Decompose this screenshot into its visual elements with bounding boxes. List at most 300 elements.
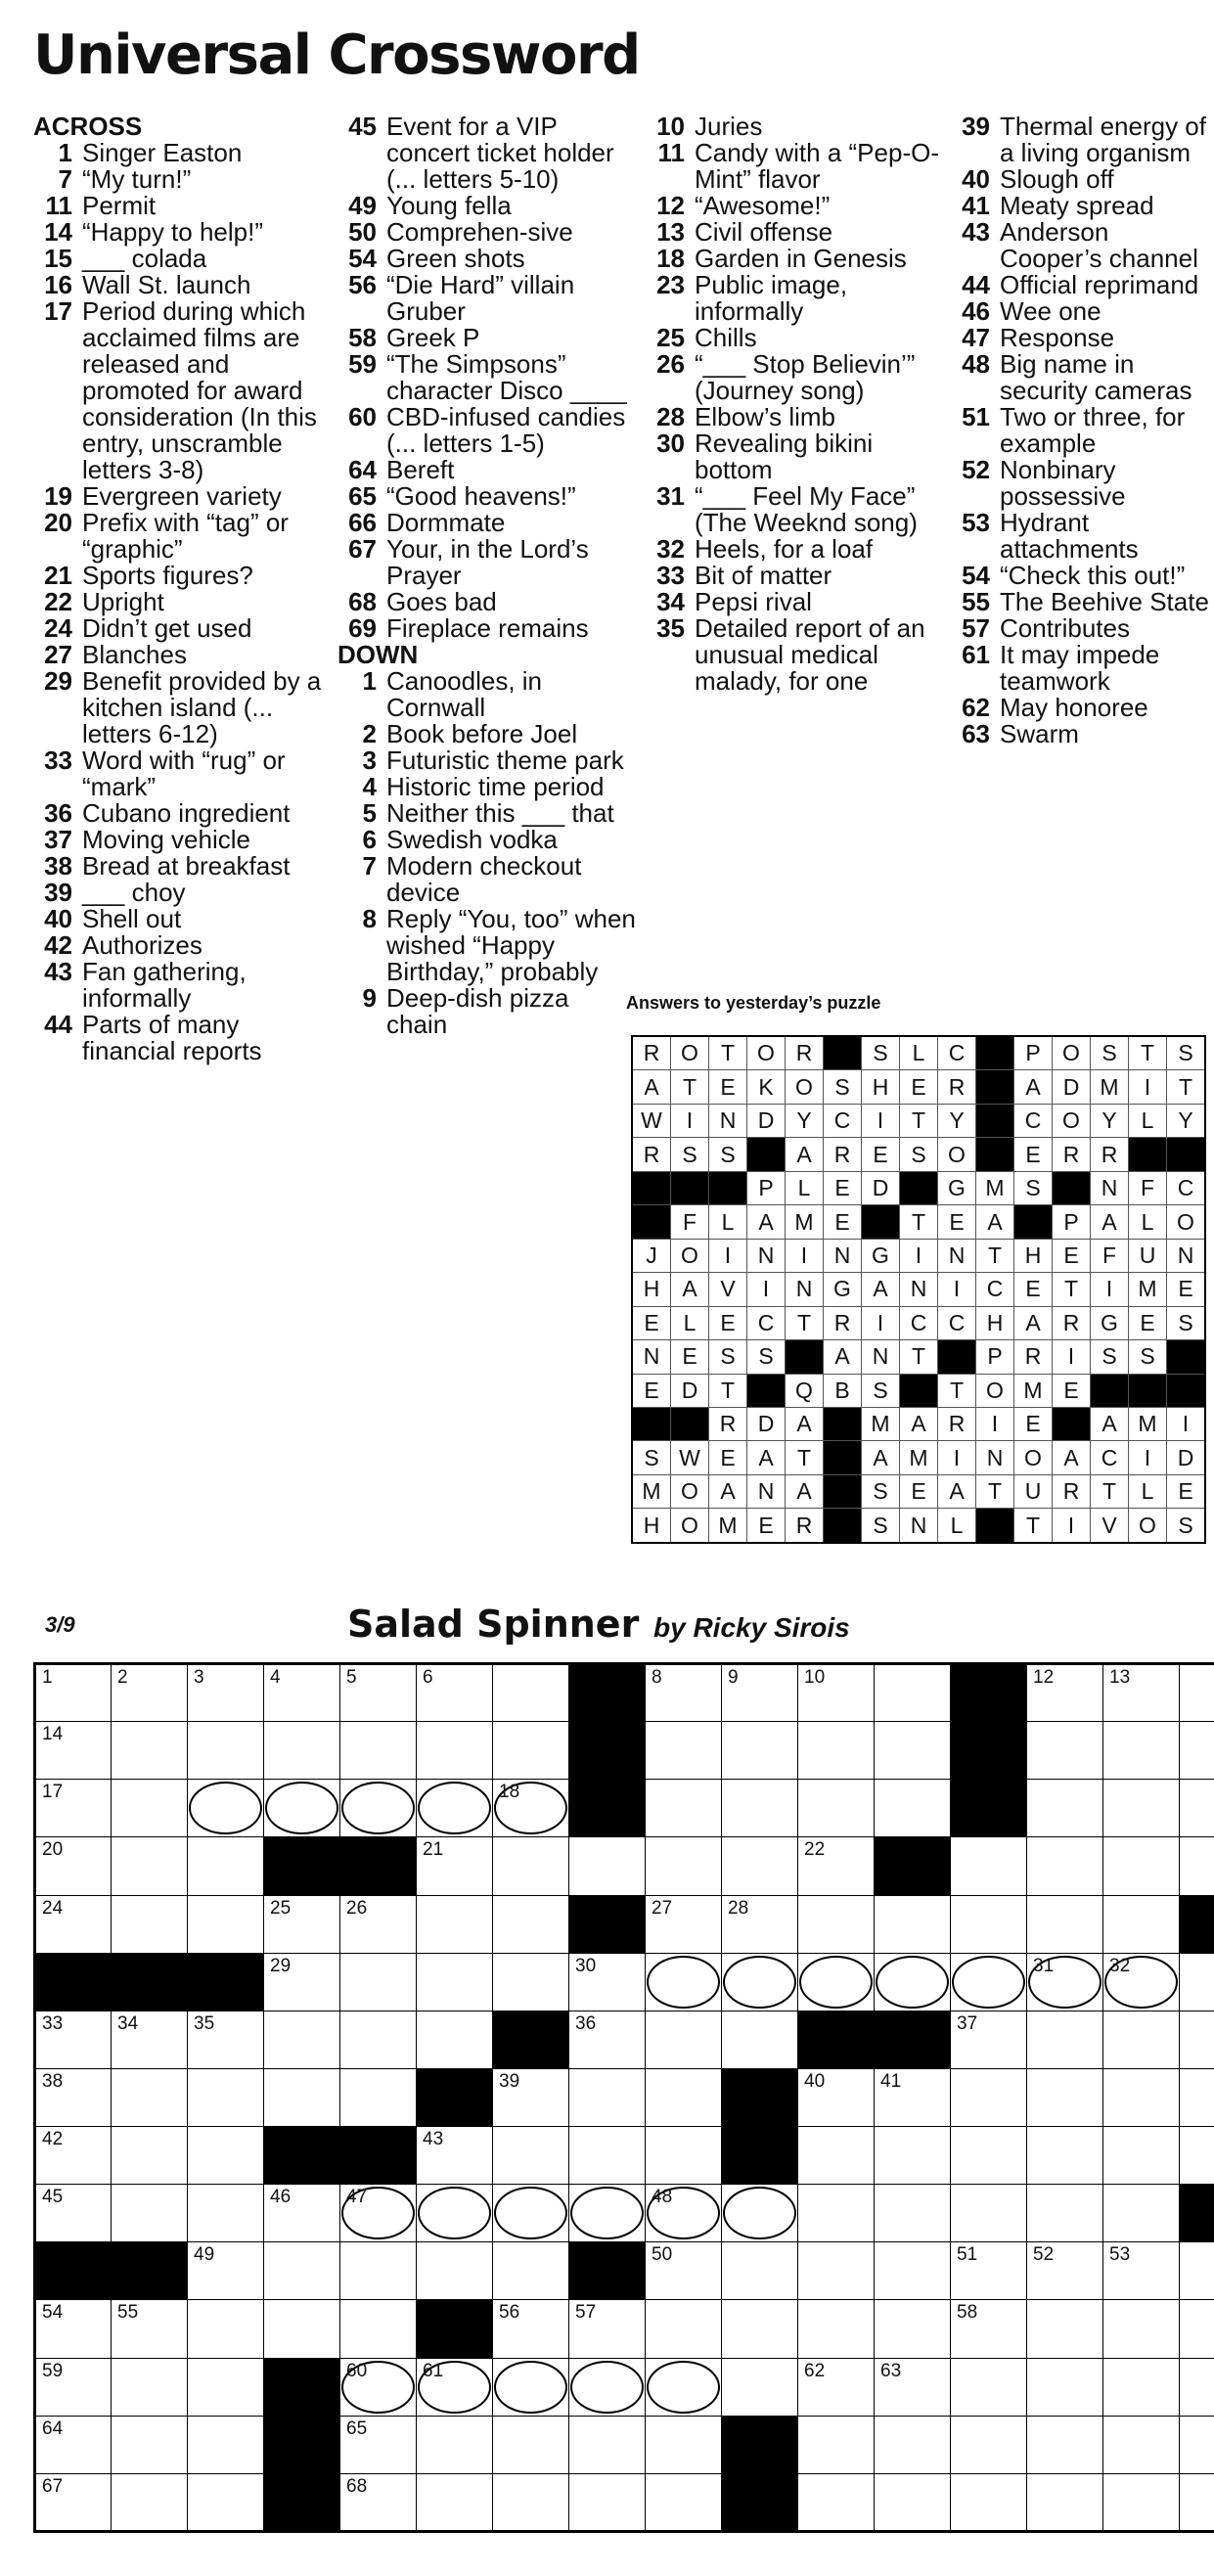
clue-text: Moving vehicle [82,825,250,854]
solution-letter: D [747,1408,786,1441]
grid-cell[interactable] [417,1953,493,2011]
grid-cell[interactable] [798,2068,875,2126]
grid-cell[interactable] [264,2242,340,2300]
clue-number: 25 [656,323,685,352]
grid-cell[interactable] [646,2358,722,2416]
grid-cell[interactable] [493,1722,569,1780]
grid-cell[interactable] [875,2358,951,2416]
grid-cell[interactable] [646,2473,722,2531]
grid-cell[interactable] [951,2011,1027,2068]
grid-block [493,2011,569,2068]
grid-cell[interactable] [1180,1664,1214,1722]
grid-cell[interactable] [951,1953,1027,2011]
grid-cell[interactable] [646,1953,722,2011]
grid-cell[interactable] [798,2127,875,2185]
solution-letter: O [747,1036,786,1070]
grid-cell[interactable] [951,2068,1027,2126]
grid-cell[interactable] [646,1780,722,1837]
grid-cell[interactable] [569,1837,646,1895]
grid-cell[interactable] [875,2127,951,2185]
grid-cell[interactable] [722,1953,798,2011]
grid-cell[interactable] [1180,1780,1214,1837]
clue-number: 35 [656,613,685,643]
clue-text: It may impede teamwork [1000,640,1160,696]
clue-number: 43 [962,217,990,247]
solution-letter: V [709,1273,747,1306]
grid-row [35,1895,1214,1953]
grid-cell[interactable] [722,2011,798,2068]
clue-text: Upright [82,587,164,616]
solution-block [671,1171,709,1204]
clue-number: 6 [362,825,377,854]
cell-number: 41 [880,2070,902,2092]
solution-letter: S [1091,1036,1129,1070]
grid-block [35,2242,112,2300]
grid-cell[interactable] [35,2011,112,2068]
grid-cell[interactable] [112,1780,188,1837]
grid-cell[interactable] [722,2358,798,2416]
grid-cell[interactable] [1180,2127,1214,2185]
solution-letter: U [1014,1474,1053,1508]
grid-cell[interactable] [951,2300,1027,2358]
grid-cell[interactable] [493,2300,569,2358]
solution-row [632,1205,1205,1239]
clue [951,457,1210,510]
grid-cell[interactable] [264,2300,340,2358]
grid-cell[interactable] [188,1722,264,1780]
grid-cell[interactable] [798,1780,875,1837]
grid-cell[interactable] [1027,1780,1103,1837]
grid-cell[interactable] [417,1722,493,1780]
grid-cell[interactable] [1027,2185,1103,2242]
grid-cell[interactable] [188,1837,264,1895]
grid-cell[interactable] [340,1895,417,1953]
solution-letter: R [938,1408,976,1441]
grid-cell[interactable] [340,2011,417,2068]
grid-cell[interactable] [35,1895,112,1953]
grid-cell[interactable] [1180,1722,1214,1780]
grid-cell[interactable] [722,1895,798,1953]
grid-cell[interactable] [1027,1722,1103,1780]
grid-cell[interactable] [417,2358,493,2416]
grid-cell[interactable] [35,2185,112,2242]
grid-cell[interactable] [1180,1953,1214,2011]
grid-cell[interactable] [340,1780,417,1837]
solution-letter: R [1053,1138,1091,1171]
clue-number: 21 [44,561,72,590]
grid-cell[interactable] [112,2068,188,2126]
grid-cell[interactable] [722,1664,798,1722]
solution-letter: M [976,1171,1014,1204]
grid-cell[interactable] [646,1895,722,1953]
cell-number: 26 [346,1897,368,1919]
grid-cell[interactable] [1103,1780,1180,1837]
grid-cell[interactable] [340,2242,417,2300]
grid-cell[interactable] [112,2127,188,2185]
grid-cell[interactable] [569,1953,646,2011]
clue-number: 50 [348,217,377,247]
grid-cell[interactable] [340,1664,417,1722]
grid-cell[interactable] [875,1664,951,1722]
grid-cell[interactable] [340,2473,417,2531]
grid-cell[interactable] [417,2242,493,2300]
grid-cell[interactable] [1103,2300,1180,2358]
grid-cell[interactable] [798,1664,875,1722]
grid-cell[interactable] [35,2358,112,2416]
solution-letter: D [747,1104,786,1137]
grid-cell[interactable] [35,2068,112,2126]
solution-letter: P [1014,1036,1053,1070]
circle-marker [570,2361,644,2414]
grid-cell[interactable] [875,1953,951,2011]
grid-cell[interactable] [1103,1664,1180,1722]
solution-letter: O [1053,1104,1091,1137]
grid-cell[interactable] [1103,2068,1180,2126]
cell-number: 24 [42,1897,64,1919]
clue-number: 37 [44,825,72,854]
grid-cell[interactable] [417,2127,493,2185]
grid-cell[interactable] [1027,1664,1103,1722]
clue-number: 2 [362,719,377,748]
clue-number: 38 [44,851,72,881]
clue-number: 58 [348,323,377,352]
grid-cell[interactable] [951,2473,1027,2531]
clue-number: 51 [962,402,990,431]
grid-cell[interactable] [646,1837,722,1895]
grid-cell[interactable] [798,1953,875,2011]
grid-cell[interactable] [722,1780,798,1837]
grid-cell[interactable] [1027,2068,1103,2126]
cell-number: 37 [957,2012,978,2034]
clue [33,563,327,589]
solution-letter: H [1014,1239,1053,1272]
grid-cell[interactable] [493,1837,569,1895]
clue-number: 65 [348,481,377,511]
grid-cell[interactable] [875,2473,951,2531]
grid-cell[interactable] [493,2473,569,2531]
solution-block [824,1036,862,1070]
grid-cell[interactable] [264,1780,340,1837]
grid-cell[interactable] [646,2068,722,2126]
clue-text: ___ colada [82,244,207,273]
grid-cell[interactable] [1180,1837,1214,1895]
grid-cell[interactable] [1103,2242,1180,2300]
clue [951,351,1210,404]
grid-cell[interactable] [1027,2416,1103,2473]
cell-number: 30 [575,1955,597,1976]
grid-cell[interactable] [493,2358,569,2416]
clue-text: ___ choy [82,878,186,907]
grid-cell[interactable] [875,2068,951,2126]
grid-cell[interactable] [951,2185,1027,2242]
grid-cell[interactable] [188,2011,264,2068]
grid-cell[interactable] [798,1722,875,1780]
grid-cell[interactable] [417,1837,493,1895]
grid-cell[interactable] [798,2300,875,2358]
grid-cell[interactable] [493,2416,569,2473]
grid-cell[interactable] [1180,2068,1214,2126]
grid-cell[interactable] [875,1722,951,1780]
clue [33,853,327,880]
grid-cell[interactable] [1027,1953,1103,2011]
grid-cell[interactable] [417,2416,493,2473]
grid-cell[interactable] [1027,1837,1103,1895]
grid-cell[interactable] [264,1953,340,2011]
solution-letter: A [1014,1306,1053,1339]
clue-text: “___ Feel My Face” (The Weeknd song) [695,481,918,537]
grid-cell[interactable] [1103,2185,1180,2242]
grid-cell[interactable] [722,2185,798,2242]
grid-row [35,2473,1214,2531]
grid-cell[interactable] [646,1722,722,1780]
grid-cell[interactable] [1027,2127,1103,2185]
grid-cell[interactable] [569,2185,646,2242]
grid-cell[interactable] [569,2011,646,2068]
solution-letter: D [1053,1070,1091,1104]
grid-cell[interactable] [417,2185,493,2242]
grid-cell[interactable] [1180,2358,1214,2416]
grid-cell[interactable] [417,2473,493,2531]
grid-cell[interactable] [646,2416,722,2473]
grid-cell[interactable] [264,1895,340,1953]
grid-cell[interactable] [340,2300,417,2358]
grid-cell[interactable] [1027,2300,1103,2358]
grid-block [35,1953,112,2011]
cell-number: 55 [117,2302,139,2324]
grid-cell[interactable] [1180,2300,1214,2358]
clue [951,615,1210,642]
clue-number: 16 [44,270,72,299]
clue-text: Public image, informally [695,270,848,326]
grid-cell[interactable] [798,1837,875,1895]
grid-cell[interactable] [1180,2473,1214,2531]
grid-cell[interactable] [722,2242,798,2300]
grid-cell[interactable] [1180,2416,1214,2473]
grid-cell[interactable] [1103,1722,1180,1780]
grid-cell[interactable] [1027,2011,1103,2068]
grid-cell[interactable] [569,2300,646,2358]
grid-cell[interactable] [493,1953,569,2011]
grid-cell[interactable] [112,1664,188,1722]
grid-cell[interactable] [798,2473,875,2531]
grid-cell[interactable] [1103,1895,1180,1953]
grid-cell[interactable] [1180,2242,1214,2300]
grid-cell[interactable] [112,2185,188,2242]
cell-number: 38 [42,2070,64,2092]
grid-cell[interactable] [1180,2011,1214,2068]
grid-cell[interactable] [951,1837,1027,1895]
grid-cell[interactable] [340,1722,417,1780]
grid-cell[interactable] [340,2358,417,2416]
solution-letter: S [1167,1509,1206,1543]
grid-cell[interactable] [1103,1837,1180,1895]
grid-cell[interactable] [798,1895,875,1953]
solution-letter: R [824,1306,862,1339]
grid-block [722,2473,798,2531]
grid-cell[interactable] [1103,2416,1180,2473]
grid-cell[interactable] [188,1780,264,1837]
grid-cell[interactable] [188,2185,264,2242]
grid-cell[interactable] [417,2011,493,2068]
solution-letter: I [1167,1408,1206,1441]
grid-cell[interactable] [1103,2473,1180,2531]
grid-block [264,2127,340,2185]
grid-cell[interactable] [798,2185,875,2242]
grid-cell[interactable] [493,2185,569,2242]
grid-cell[interactable] [493,1664,569,1722]
solution-letter: N [1167,1239,1206,1272]
grid-cell[interactable] [188,1664,264,1722]
grid-cell[interactable] [722,1722,798,1780]
solution-letter: J [632,1239,671,1272]
solution-letter: A [747,1441,786,1474]
grid-cell[interactable] [875,1895,951,1953]
grid-cell[interactable] [264,1722,340,1780]
solution-letter: H [632,1509,671,1543]
grid-cell[interactable] [1027,2242,1103,2300]
grid-cell[interactable] [417,1780,493,1837]
grid-row [35,2011,1214,2068]
grid-cell[interactable] [35,1664,112,1722]
clue-text: Cubano ingredient [82,798,291,828]
grid-cell[interactable] [569,2127,646,2185]
cell-number: 14 [42,1724,64,1745]
grid-cell[interactable] [646,2242,722,2300]
grid-cell[interactable] [112,1895,188,1953]
grid-cell[interactable] [951,2358,1027,2416]
grid-cell[interactable] [188,2300,264,2358]
grid-cell[interactable] [112,2011,188,2068]
grid-cell[interactable] [875,2242,951,2300]
grid-cell[interactable] [1103,2127,1180,2185]
solution-block [786,1340,824,1374]
grid-cell[interactable] [188,2473,264,2531]
grid-cell[interactable] [112,2358,188,2416]
clue [337,985,636,1038]
grid-cell[interactable] [112,1837,188,1895]
clue-text: Blanches [82,640,187,669]
clue-text: “The Simpsons” character Disco ____ [386,349,627,405]
grid-cell[interactable] [1103,2358,1180,2416]
grid-cell[interactable] [646,1664,722,1722]
clue [337,774,636,800]
solution-letter: N [709,1104,747,1137]
grid-cell[interactable] [646,2300,722,2358]
grid-cell[interactable] [646,2185,722,2242]
cell-number: 9 [728,1667,739,1688]
cell-number: 63 [880,2360,902,2381]
grid-cell[interactable] [493,1780,569,1837]
grid-cell[interactable] [340,2185,417,2242]
grid-cell[interactable] [1027,2358,1103,2416]
grid-cell[interactable] [569,2416,646,2473]
cell-number: 12 [1033,1667,1055,1688]
grid-cell[interactable] [798,2358,875,2416]
grid-cell[interactable] [417,1895,493,1953]
grid-cell[interactable] [1103,2011,1180,2068]
grid-cell[interactable] [875,2185,951,2242]
grid-cell[interactable] [35,1722,112,1780]
clue-column [646,113,944,695]
grid-cell[interactable] [569,2358,646,2416]
grid-cell[interactable] [340,1953,417,2011]
grid-cell[interactable] [35,1837,112,1895]
grid-cell[interactable] [264,2011,340,2068]
grid-cell[interactable] [1027,2473,1103,2531]
grid-cell[interactable] [798,2242,875,2300]
grid-cell[interactable] [951,1895,1027,1953]
solution-letter: L [900,1036,938,1070]
grid-cell[interactable] [112,2300,188,2358]
grid-row [35,1780,1214,1837]
grid-cell[interactable] [35,2300,112,2358]
grid-cell[interactable] [722,1837,798,1895]
solution-letter: I [938,1273,976,1306]
grid-cell[interactable] [340,2068,417,2126]
grid-cell[interactable] [264,1664,340,1722]
circle-marker [876,1956,949,2009]
grid-cell[interactable] [35,2127,112,2185]
grid-cell[interactable] [493,1895,569,1953]
solution-letter: E [1167,1273,1206,1306]
clue-text: Reply “You, too” when wished “Happy Birthday,” probably [386,904,636,986]
cell-number: 5 [346,1667,357,1688]
grid-cell[interactable] [188,2068,264,2126]
grid-cell[interactable] [1027,1895,1103,1953]
grid-cell[interactable] [112,2416,188,2473]
grid-cell[interactable] [646,2127,722,2185]
grid-cell[interactable] [188,2127,264,2185]
grid-cell[interactable] [951,2242,1027,2300]
grid-cell[interactable] [188,2358,264,2416]
grid-cell[interactable] [35,1780,112,1837]
clue-text: Swarm [1000,719,1079,748]
grid-cell[interactable] [875,1780,951,1837]
grid-cell[interactable] [112,1722,188,1780]
grid-cell[interactable] [951,2416,1027,2473]
grid-cell[interactable] [188,2242,264,2300]
grid-cell[interactable] [493,2068,569,2126]
grid-cell[interactable] [493,2127,569,2185]
grid-cell[interactable] [875,2416,951,2473]
grid-cell[interactable] [798,2416,875,2473]
grid-cell[interactable] [35,2416,112,2473]
grid-cell[interactable] [188,1895,264,1953]
grid-cell[interactable] [35,2473,112,2531]
grid-cell[interactable] [569,2068,646,2126]
grid-cell[interactable] [188,2416,264,2473]
clue-text: Prefix with “tag” or “graphic” [82,508,289,564]
grid-cell[interactable] [493,2242,569,2300]
grid-cell[interactable] [1103,1953,1180,2011]
grid-cell[interactable] [112,2473,188,2531]
grid-cell[interactable] [264,2068,340,2126]
grid-cell[interactable] [646,2011,722,2068]
solution-block [824,1509,862,1543]
grid-cell[interactable] [875,2300,951,2358]
grid-cell[interactable] [264,2185,340,2242]
grid-cell[interactable] [417,1664,493,1722]
grid-cell[interactable] [722,2300,798,2358]
cell-number: 29 [270,1955,292,1976]
grid-cell[interactable] [569,2473,646,2531]
solution-letter: T [900,1205,938,1239]
grid-cell[interactable] [951,2127,1027,2185]
grid-cell[interactable] [340,2416,417,2473]
solution-letter: M [900,1441,938,1474]
clue-text: Historic time period [386,772,605,801]
solution-letter: E [862,1138,900,1171]
